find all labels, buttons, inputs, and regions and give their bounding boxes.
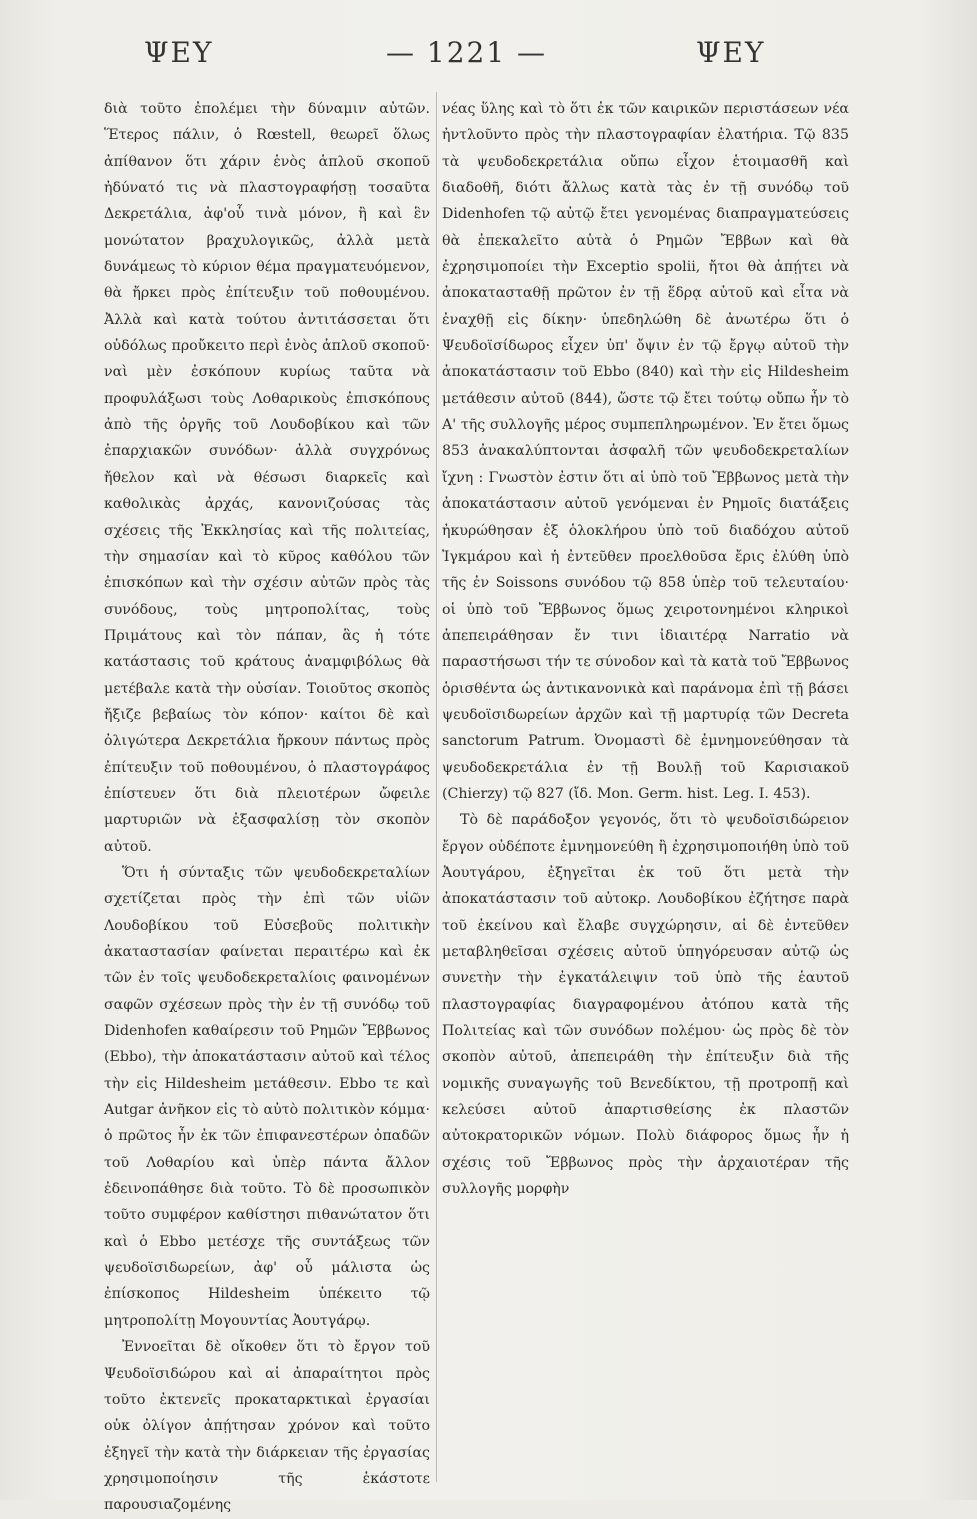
right-column (442, 96, 849, 1202)
page-number: — 1221 — (386, 36, 548, 69)
left-column (104, 96, 430, 1519)
page-header (96, 36, 896, 76)
header-right-keyword: ΨΕΥ (696, 36, 766, 69)
header-left-keyword: ΨΕΥ (144, 36, 214, 69)
right-paragraph-2: Τὸ δὲ παράδοξον γεγονός, ὅτι τὸ ψευδοϊσιδώρειον ἔργον οὐδέποτε ἐμνημονεύθη ἢ ἐχρησιμοποιήθη ὑπὸ τοῦ Ἀουτγάρου, ἐξηγεῖται ἐκ τοῦ ὅτι μετὰ τὴν ἀποκατάστασιν τοῦ αὐτοκρ. Λουδοβίκου ἐζήτησε παρὰ τοῦ ἐκείνου καὶ ἔλαβε συγχώρησιν, αἱ δὲ ἐντεῦθεν μεταβληθεῖσαι σχέσεις αὐτοῦ ὑπηγόρευσαν αὐτῷ ὡς συνετὴν τὴν ἐγκατάλειψιν τοῦ ὑπὸ τῆς ἑαυτοῦ πλαστογραφίας διαγραφομένου ἀτόπου κατὰ τῆς Πολιτείας καὶ τῶν συνόδων πολέμου· ὡς πρὸς δὲ τὸν σκοπὸν αὐτοῦ, ἀπεπειράθη τὴν ἐπίτευξιν διὰ τῆς νομικῆς συναγωγῆς τοῦ Βενεδίκτου, τῇ προτροπῇ καὶ κελεύσει αὐτοῦ ἀπαρτισθείσης ἐκ πλαστῶν αὐτοκρατορικῶν νόμων. Πολὺ διάφορος ὅμως ἦν ἡ σχέσις τοῦ Ἔββωνος πρὸς τὴν ἀρχαιοτέραν τῆς συλλογῆς μορφὴν (442, 812, 849, 1198)
left-paragraph-2: Ὅτι ἡ σύνταξις τῶν ψευδοδεκρεταλίων σχετίζεται πρὸς τὴν ἐπὶ τῶν υἱῶν Λουδοβίκου τοῦ Εὐσεβοῦς πολιτικὴν ἀκαταστασίαν φαίνεται περαιτέρω καὶ ἐκ τῶν ἐν τοῖς ψευδοδεκρεταλίοις φαινομένων σαφῶν σχέσεων πρὸς τὴν ἐν τῇ συνόδῳ τοῦ Didenhofen καθαίρεσιν τοῦ Ρημῶν Ἔββωνος (Ebbo), τὴν ἀποκατάστασιν αὐτοῦ καὶ τέλος τὴν εἰς Hildesheim μετάθεσιν. Ebbo τε καὶ Autgar ἀνῆκον εἰς τὸ αὐτὸ πολιτικὸν κόμμα· ὁ πρῶτος ἦν ἐκ τῶν ἐπιφανεστέρων ὀπαδῶν τοῦ Λοθαρίου καὶ ὑπὲρ πάντα ἄλλον ἐδεινοπάθησε διὰ τοῦτο. Τὸ δὲ προσωπικὸν τοῦτο συμφέρον καθίστησι πιθανώτατον ὅτι καὶ ὁ Ebbo μετέσχε τῆς συντάξεως τῶν ψευδοϊσιδωρείων, ἀφ' οὗ μάλιστα ὡς ἐπίσκοπος Hildesheim ὑπέκειτο τῷ μητροπολίτῃ Μογουντίας Ἀουτγάρῳ. (104, 864, 430, 1329)
column-divider (436, 92, 437, 1482)
right-paragraph-1: νέας ὕλης καὶ τὸ ὅτι ἐκ τῶν καιρικῶν περιστάσεων νέα ἠντλοῦντο πρὸς τὴν πλαστογραφίαν ἐλατήρια. Τῷ 835 τὰ ψευδοδεκρετάλια οὔπω εἶχον ἑτοιμασθῆ καὶ διαδοθῆ, διότι ἄλλως κατὰ τὰς ἐν τῇ συνόδῳ τοῦ Didenhofen τῷ αὐτῷ ἔτει γενομένας διαπραγματεύσεις θὰ ἐπεκαλεῖτο αὐτὰ ὁ Ρημῶν Ἔββων καὶ θὰ ἐχρησιμοποίει τὴν Exceptio spolii, ἤτοι θὰ ἀπῄτει νὰ ἀποκατασταθῇ πρῶτον ἐν τῇ ἕδρᾳ αὐτοῦ καὶ εἶτα νὰ ἐναχθῇ εἰς δίκην· ὑπεδηλώθη δὲ ἀνωτέρω ὅτι ὁ Ψευδοϊσίδωρος εἶχεν ὑπ' ὄψιν ἐν τῷ ἔργῳ αὐτοῦ τὴν ἀποκατάστασιν τοῦ Ebbo (840) καὶ τὴν εἰς Hildesheim μετάθεσιν αὐτοῦ (844), ὥστε τῷ ἔτει τούτῳ οὔπω ἦν τὸ Α' τῆς συλλογῆς μέρος συμπεπληρωμένον. Ἐν ἔτει ὅμως 853 ἀνακαλύπτονται ἀσφαλῆ τῶν ψευδοδεκρεταλίων ἴχνη : Γνωστὸν ἐστιν ὅτι αἱ ὑπὸ τοῦ Ἔββωνος μετὰ τὴν ἀποκατάστασιν αὐτοῦ γενόμεναι ἐν Ρημοῖς διατάξεις ἠκυρώθησαν ἐξ ὁλοκλήρου ὑπὸ τοῦ διαδόχου αὐτοῦ Ἰγκμάρου καὶ ἡ ἐντεῦθεν προελθοῦσα ἔρις ἐλύθη ὑπὸ τῆς ἐν Soissons συνόδου τῷ 858 ὑπὲρ τοῦ τελευταίου· οἱ ὑπὸ τοῦ Ἔββωνος ὅμως χειροτονημένοι κληρικοὶ ἀπεπειράθησαν ἔν τινι ἰδιαιτέρᾳ Narratio νὰ παραστήσωσι τήν τε σύνοδον καὶ τὰ κατὰ τοῦ Ἔββωνος ὁρισθέντα ὡς ἀντικανονικὰ καὶ παράνομα ἐπὶ τῇ βάσει ψευδοϊσιδωρείων ἀρχῶν καὶ τῇ μαρτυρίᾳ τῶν Decreta sanctorum Patrum. Ὀνομαστὶ δὲ ἐμνημονεύθησαν τὰ ψευδοδεκρετάλια ἐν τῇ Βουλῇ τοῦ Καρισιακοῦ (Chierzy) τῷ 827 (ἴδ. Mon. Germ. hist. Leg. I. 453). (442, 101, 849, 802)
left-paragraph-1: διὰ τοῦτο ἐπολέμει τὴν δύναμιν αὐτῶν. Ἕτερος πάλιν, ὁ Rœstell, θεωρεῖ ὅλως ἀπίθανον ὅτι χάριν ἑνὸς ἁπλοῦ σκοποῦ ἠδύνατό τις νὰ πλαστογραφήσῃ τοσαῦτα Δεκρετάλια, ἀφ'οὗ τινὰ μόνον, ἢ καὶ ἓν μονώτατον βραχυλογικῶς, ἀλλὰ μετὰ δυνάμεως τὸ κύριον θέμα πραγματευόμενον, θὰ ἤρκει πρὸς ἐπίτευξιν τοῦ ποθουμένου. Ἀλλὰ καὶ κατὰ τούτου ἀντιτάσσεται ὅτι οὐδόλως προὔκειτο περὶ ἑνὸς ἁπλοῦ σκοποῦ· ναὶ μὲν ἐσκόπουν κυρίως ταῦτα νὰ προφυλάξωσι τοὺς Λοθαρικοὺς ἐπισκόπους ἀπὸ τῆς ὀργῆς τοῦ Λουδοβίκου καὶ τῶν ἐπαρχιακῶν συνόδων· ἀλλὰ συγχρόνως ἤθελον καὶ νὰ θέσωσι διαρκεῖς καὶ καθολικὰς ἀρχάς, κανονιζούσας τὰς σχέσεις τῆς Ἐκκλησίας καὶ τῆς πολιτείας, τὴν σημασίαν καὶ τὸ κῦρος καθόλου τῶν ἐπισκόπων καὶ τὴν σχέσιν αὐτῶν πρὸς τὰς συνόδους, τοὺς μητροπολίτας, τοὺς Πριμάτους καὶ τὸν πάπαν, ἃς ἡ τότε κατάστασις τοῦ κράτους ἀναμφιβόλως θὰ μετέβαλε κατὰ τὴν οὐσίαν. Τοιοῦτος σκοπὸς ἤξιζε βεβαίως τὸν κόπον· καίτοι δὲ καὶ ὀλιγώτερα Δεκρετάλια ἤρκουν πάντως πρὸς ἐπίτευξιν τοῦ ποθουμένου, ὁ πλαστογράφος ἐπίστευεν ὅτι διὰ πλειοτέρων ὤφειλε μαρτυριῶν νὰ ἐξασφαλίσῃ τὸν σκοπὸν αὐτοῦ. (104, 101, 430, 855)
left-paragraph-3: Ἐννοεῖται δὲ οἴκοθεν ὅτι τὸ ἔργον τοῦ Ψευδοϊσιδώρου καὶ αἱ ἀπαραίτητοι πρὸς τοῦτο ἐκτενεῖς προκαταρκτικαὶ ἐργασίαι οὐκ ὀλίγον ἀπῄτησαν χρόνον καὶ τοῦτο ἐξηγεῖ τὴν κατὰ τὴν διάρκειαν τῆς ἐργασίας χρησιμοποίησιν τῆς ἑκάστοτε παρουσιαζομένης (104, 1339, 430, 1514)
